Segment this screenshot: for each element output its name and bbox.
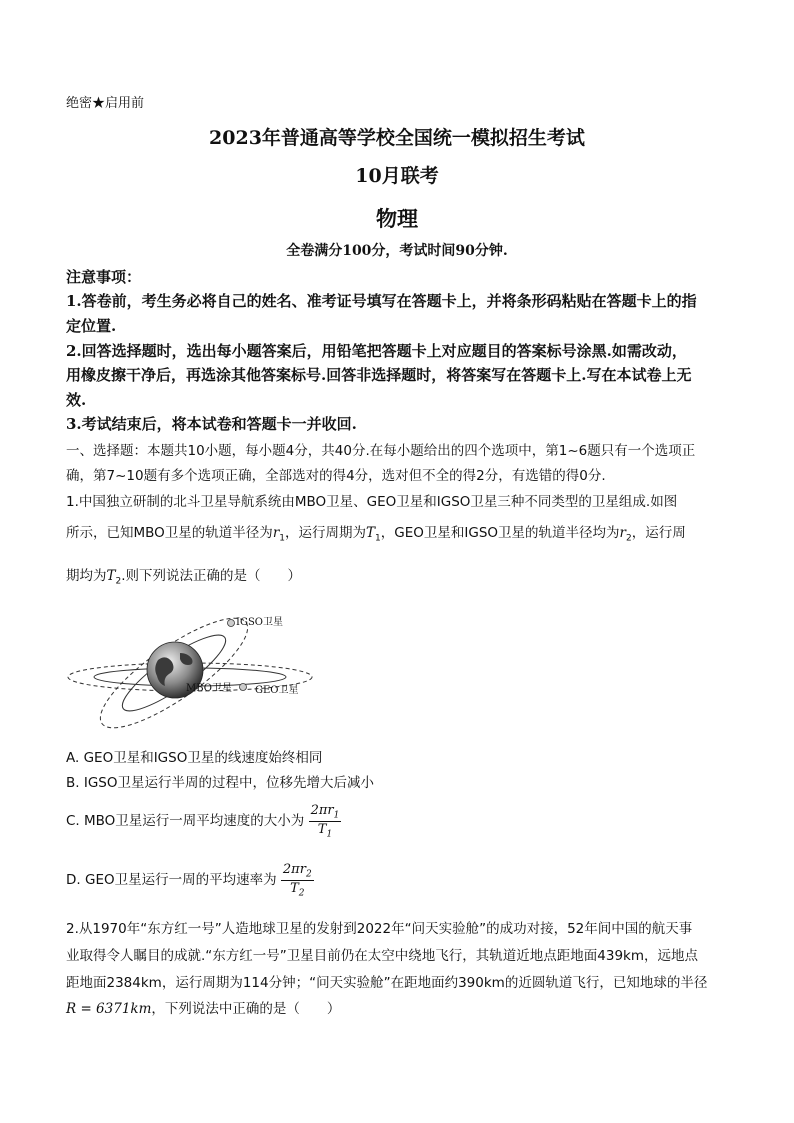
question-1-stem-line3: 期均为$T_2$.则下列说法正确的是（ ）	[66, 568, 302, 587]
geo-label: GEO卫星	[255, 685, 299, 696]
mbo-label: MBO卫星	[186, 683, 232, 694]
notice-item-2: 2.回答选择题时，选出每小题答案后，用铅笔把答题卡上对应题目的答案标号涂黑.如需改动，	[66, 342, 687, 360]
question-2-stem-line3: 距地面2384km，运行周期为114分钟；“问天实验舱”在距地面约390km的近圆轨道飞行，已知地球的半径	[66, 975, 708, 991]
notice-item-3: 3.考试结束后，将本试卷和答题卡一并收回.	[66, 415, 357, 433]
question-1-option-d: D. GEO卫星运行一周的平均速率为 $\frac{2\pi r_2}{T_2}$	[66, 862, 312, 899]
fraction-c: $\frac{2\pi r_1}{T_1}$	[310, 803, 340, 840]
question-1-option-a: A. GEO卫星和IGSO卫星的线速度始终相同	[66, 750, 323, 766]
question-1-option-c: C. MBO卫星运行一周平均速度的大小为 $\frac{2\pi r_1}{T_1}$	[66, 803, 340, 840]
notice-item-1: 1.答卷前，考生务必将自己的姓名、准考证号填写在答题卡上，并将条形码粘贴在答题卡上的指	[66, 292, 697, 310]
satellite-orbit-figure	[62, 605, 322, 740]
question-1-stem-line2: 所示，已知MBO卫星的轨道半径为$r_1$，运行周期为$T_1$，GEO卫星和IGSO卫星的轨道半径均为$r_2$，运行周	[66, 525, 686, 544]
section-instructions: 一、选择题：本题共10小题，每小题4分，共40分.在每小题给出的四个选项中，第1~6题只有一个选项正	[66, 443, 696, 459]
section-instructions-cont: 确，第7~10题有多个选项正确，全部选对的得4分，选对但不全的得2分，有选错的得0分.	[66, 468, 606, 484]
geo-satellite-icon	[240, 684, 247, 691]
igso-satellite-icon	[228, 620, 235, 627]
notice-item-2-cont: 用橡皮擦干净后，再选涂其他答案标号.回答非选择题时，将答案写在答题卡上.写在本试卷上无	[66, 366, 692, 384]
fraction-d: $\frac{2\pi r_2}{T_2}$	[282, 862, 312, 899]
question-2-stem: 2.从1970年“东方红一号”人造地球卫星的发射到2022年“问天实验舱”的成功对接，52年间中国的航天事	[66, 921, 693, 937]
notice-item-2-end: 效.	[66, 391, 87, 409]
question-1-option-b: B. IGSO卫星运行半周的过程中，位移先增大后减小	[66, 775, 374, 791]
igso-label: IGSO卫星	[236, 617, 283, 628]
confidential-mark: 绝密★启用前	[66, 96, 145, 111]
notice-item-1-cont: 定位置.	[66, 317, 117, 335]
exam-subtitle: 10月联考	[355, 165, 439, 187]
subject-title: 物理	[376, 206, 418, 231]
score-line: 全卷满分100分，考试时间90分钟.	[286, 243, 508, 259]
notice-heading: 注意事项：	[66, 268, 142, 286]
exam-title: 2023年普通高等学校全国统一模拟招生考试	[209, 127, 585, 149]
question-1-stem: 1.中国独立研制的北斗卫星导航系统由MBO卫星、GEO卫星和IGSO卫星三种不同类型的卫星组成.如图	[66, 494, 678, 510]
question-2-stem-line2: 业取得令人瞩目的成就.“东方红一号”卫星目前仍在太空中绕地飞行，其轨道近地点距地面439km，远地点	[66, 948, 699, 964]
question-2-stem-line4: R = 6371km，下列说法中正确的是（ ）	[66, 1001, 341, 1017]
